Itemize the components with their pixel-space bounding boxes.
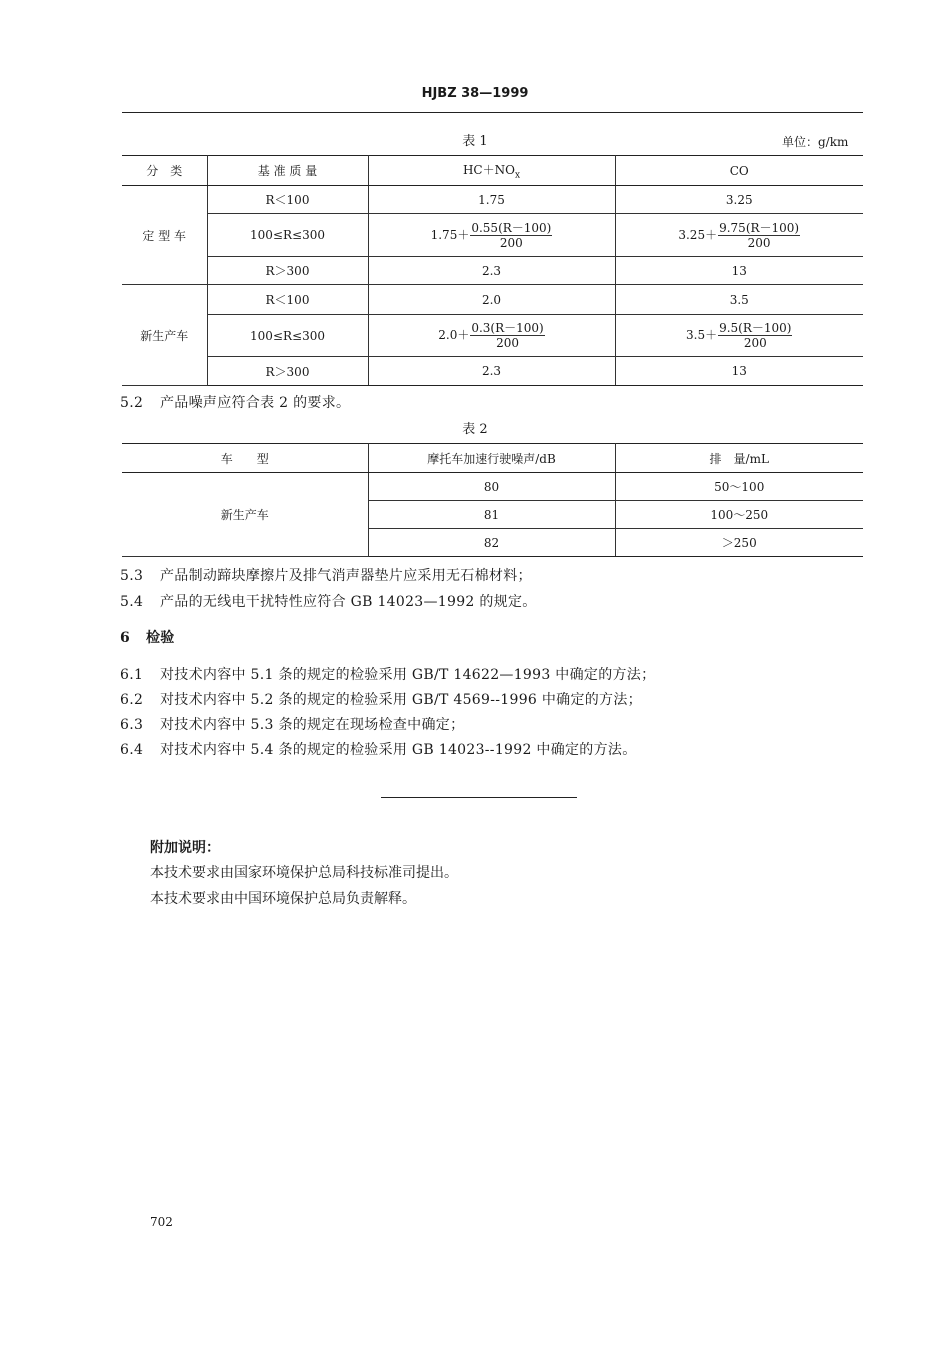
header-rule — [122, 112, 863, 113]
mass-cell: R＞300 — [207, 257, 368, 285]
col-header-displacement: 排 量/mL — [615, 444, 863, 473]
noise-cell: 82 — [368, 529, 615, 557]
co-formula-cell — [615, 214, 863, 257]
mass-cell: 100≤R≤300 — [207, 315, 368, 357]
table-row — [122, 285, 863, 315]
emission-limit-table — [122, 155, 863, 386]
formula-numerator: 0.55(R－100) — [471, 220, 552, 235]
co-cell: 3.5 — [615, 285, 863, 315]
formula-prefix: 1.75＋ — [430, 227, 470, 242]
noise-limit-table — [122, 443, 863, 557]
notes-line: 本技术要求由国家环境保护总局科技标准司提出。 — [150, 865, 458, 881]
displacement-cell: 100～250 — [615, 501, 863, 529]
mass-cell: R＞300 — [207, 357, 368, 386]
hc-nox-formula-cell — [368, 214, 615, 257]
category-cell: 新生产车 — [122, 285, 207, 386]
formula-prefix: 2.0＋ — [438, 328, 470, 342]
clause-number: 5.3 — [120, 568, 144, 584]
vehicle-type-cell: 新生产车 — [122, 473, 368, 557]
table-row — [122, 315, 863, 357]
section-title: 检验 — [146, 630, 175, 646]
formula-fraction — [718, 221, 800, 250]
table1-unit: 单位：g/km — [782, 135, 849, 149]
notes-line: 本技术要求由中国环境保护总局负责解释。 — [150, 891, 416, 907]
clause-number: 5.4 — [120, 594, 144, 610]
co-cell: 3.25 — [615, 186, 863, 214]
noise-cell: 80 — [368, 473, 615, 501]
clause-6-4 — [120, 739, 637, 759]
category-cell: 定 型 车 — [122, 186, 207, 285]
mass-cell: R＜100 — [207, 285, 368, 315]
co-formula-cell — [615, 315, 863, 357]
table-row — [122, 214, 863, 257]
col-header-vehicle-type: 车 型 — [122, 444, 368, 473]
page-number: 702 — [150, 1215, 173, 1229]
clause-text: 对技术内容中 5.3 条的规定在现场检查中确定； — [160, 717, 465, 733]
col-header-noise: 摩托车加速行驶噪声/dB — [368, 444, 615, 473]
formula-prefix: 3.5＋ — [686, 328, 718, 342]
co-cell: 13 — [615, 357, 863, 386]
clause-5-4 — [120, 591, 537, 611]
section-6-heading — [120, 627, 175, 647]
clause-text: 产品制动蹄块摩擦片及排气消声器垫片应采用无石棉材料； — [160, 568, 532, 584]
clause-5-2 — [120, 392, 350, 412]
clause-text: 对技术内容中 5.1 条的规定的检验采用 GB/T 14622—1993 中确定的方法； — [160, 667, 656, 683]
table1-header-row — [122, 156, 863, 186]
clause-number: 6.4 — [120, 742, 144, 758]
noise-cell: 81 — [368, 501, 615, 529]
table2-header-row — [122, 444, 863, 473]
hc-nox-cell: 1.75 — [368, 186, 615, 214]
mass-cell: 100≤R≤300 — [207, 214, 368, 257]
table-row — [122, 357, 863, 386]
hc-nox-formula-cell — [368, 315, 615, 357]
table-row — [122, 257, 863, 285]
formula-denominator: 200 — [499, 235, 523, 250]
section-number: 6 — [120, 630, 131, 646]
clause-text: 产品的无线电干扰特性应符合 GB 14023—1992 的规定。 — [160, 594, 537, 610]
clause-6-1 — [120, 664, 655, 684]
clause-text: 对技术内容中 5.4 条的规定的检验采用 GB 14023--1992 中确定的方法。 — [160, 742, 637, 758]
formula-denominator: 200 — [496, 336, 519, 350]
formula-numerator: 9.5(R－100) — [719, 321, 792, 335]
clause-6-2 — [120, 689, 642, 709]
clause-6-3 — [120, 714, 464, 734]
col-header-hc-nox: $HC+NO_x$ — [368, 156, 615, 186]
formula-denominator: 200 — [747, 235, 771, 250]
col-header-co: CO — [615, 156, 863, 186]
displacement-cell: 50～100 — [615, 473, 863, 501]
col-header-reference-mass: 基 准 质 量 — [207, 156, 368, 186]
formula-numerator: 0.3(R－100) — [471, 321, 544, 335]
end-rule — [381, 797, 577, 798]
document-code: HJBZ 38—1999 — [421, 86, 529, 101]
formula-denominator: 200 — [743, 336, 767, 350]
formula-prefix: 3.25＋ — [678, 227, 718, 242]
mass-cell: R＜100 — [207, 186, 368, 214]
table2-caption: 表 2 — [462, 422, 488, 437]
clause-number: 6.2 — [120, 692, 144, 708]
col-header-category: 分 类 — [122, 156, 207, 186]
formula-fraction — [718, 321, 792, 350]
table-row — [122, 473, 863, 501]
table1-caption: 表 1 — [462, 134, 488, 149]
clause-text: 产品噪声应符合表 2 的要求。 — [160, 395, 351, 411]
notes-title: 附加说明： — [150, 840, 220, 856]
hc-nox-cell: 2.0 — [368, 285, 615, 315]
clause-text: 对技术内容中 5.2 条的规定的检验采用 GB/T 4569--1996 中确定的方法； — [160, 692, 642, 708]
clause-number: 5.2 — [120, 395, 144, 411]
co-cell: 13 — [615, 257, 863, 285]
hc-nox-cell: 2.3 — [368, 257, 615, 285]
clause-number: 6.1 — [120, 667, 144, 683]
hc-nox-cell: 2.3 — [368, 357, 615, 386]
table-row — [122, 186, 863, 214]
formula-fraction — [470, 321, 544, 350]
displacement-cell: ＞250 — [615, 529, 863, 557]
formula-fraction — [470, 221, 552, 250]
clause-5-3 — [120, 565, 532, 585]
clause-number: 6.3 — [120, 717, 144, 733]
formula-numerator: 9.75(R－100) — [719, 220, 800, 235]
